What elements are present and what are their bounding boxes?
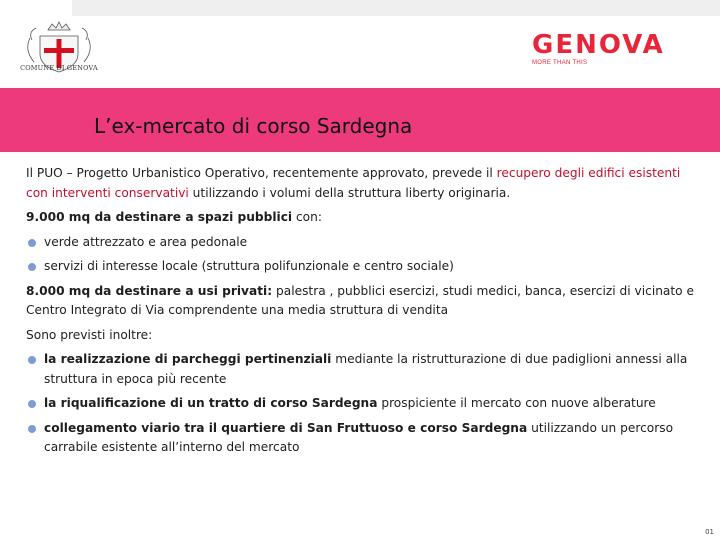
intro-paragraph [26, 164, 698, 203]
public-spaces-list [26, 233, 698, 277]
list-item-text: verde attrezzato e area pedonale [44, 234, 248, 249]
list-item [26, 419, 698, 458]
list-item-text: utilizzando un percorso carrabile esistente all’interno del mercato [44, 420, 674, 454]
also-planned-paragraph: Sono previsti inoltre: [26, 327, 153, 342]
list-item-bold: la realizzazione di parcheggi pertinenziali [44, 352, 332, 366]
list-item-text: mediante la ristrutturazione di due padiglioni annessi alla struttura in epoca più recente [44, 352, 688, 386]
bullet-icon [28, 400, 36, 408]
list-item-bold: la riqualificazione di un tratto di corso Sardegna [44, 396, 378, 410]
planned-works-list [26, 350, 698, 458]
private-uses-rest: palestra , pubblici esercizi, studi medici, banca, esercizi di vicinato e Centro Integrato di Via comprendente una media struttura di vendita [26, 283, 695, 317]
list-item [26, 257, 698, 277]
list-item-bold: collegamento viario tra il quartiere di San Fruttuoso e corso Sardegna [44, 420, 528, 435]
slide-title: L’ex-mercato di corso Sardegna [94, 114, 413, 138]
list-item [26, 233, 698, 253]
crest-caption: COMUNE DI GENOVA [20, 64, 98, 72]
bullet-icon [28, 356, 36, 364]
brand-word: GENOVA [532, 30, 665, 60]
list-item [26, 394, 698, 414]
genova-brand-logo [532, 32, 665, 66]
public-spaces-paragraph [26, 208, 698, 228]
bullet-icon [28, 239, 36, 247]
list-item-text: prospiciente il mercato con nuove alberature [377, 396, 656, 410]
intro-text: Il PUO – Progetto Urbanistico Operativo, recentemente approvato, prevede il [26, 166, 497, 180]
public-spaces-rest: con: [292, 210, 322, 224]
bullet-icon [28, 425, 36, 433]
intro-text-end: utilizzando i volumi della struttura liberty originaria. [188, 185, 511, 200]
bullet-icon [28, 263, 36, 271]
intro-highlight: recupero degli edifici esistenti con interventi conservativi [26, 166, 681, 200]
private-uses-paragraph [26, 282, 698, 321]
brand-tagline: MORE THAN THIS [532, 60, 588, 66]
private-uses-bold: 8.000 mq da destinare a usi privati: [26, 283, 273, 298]
top-gray-bar [72, 0, 720, 16]
public-spaces-bold: 9.000 mq da destinare a spazi pubblici [26, 210, 293, 224]
list-item [26, 350, 698, 389]
page-number: 01 [705, 528, 714, 536]
list-item-text: servizi di interesse locale (struttura polifunzionale e centro sociale) [44, 259, 454, 273]
slide-body [26, 164, 698, 463]
